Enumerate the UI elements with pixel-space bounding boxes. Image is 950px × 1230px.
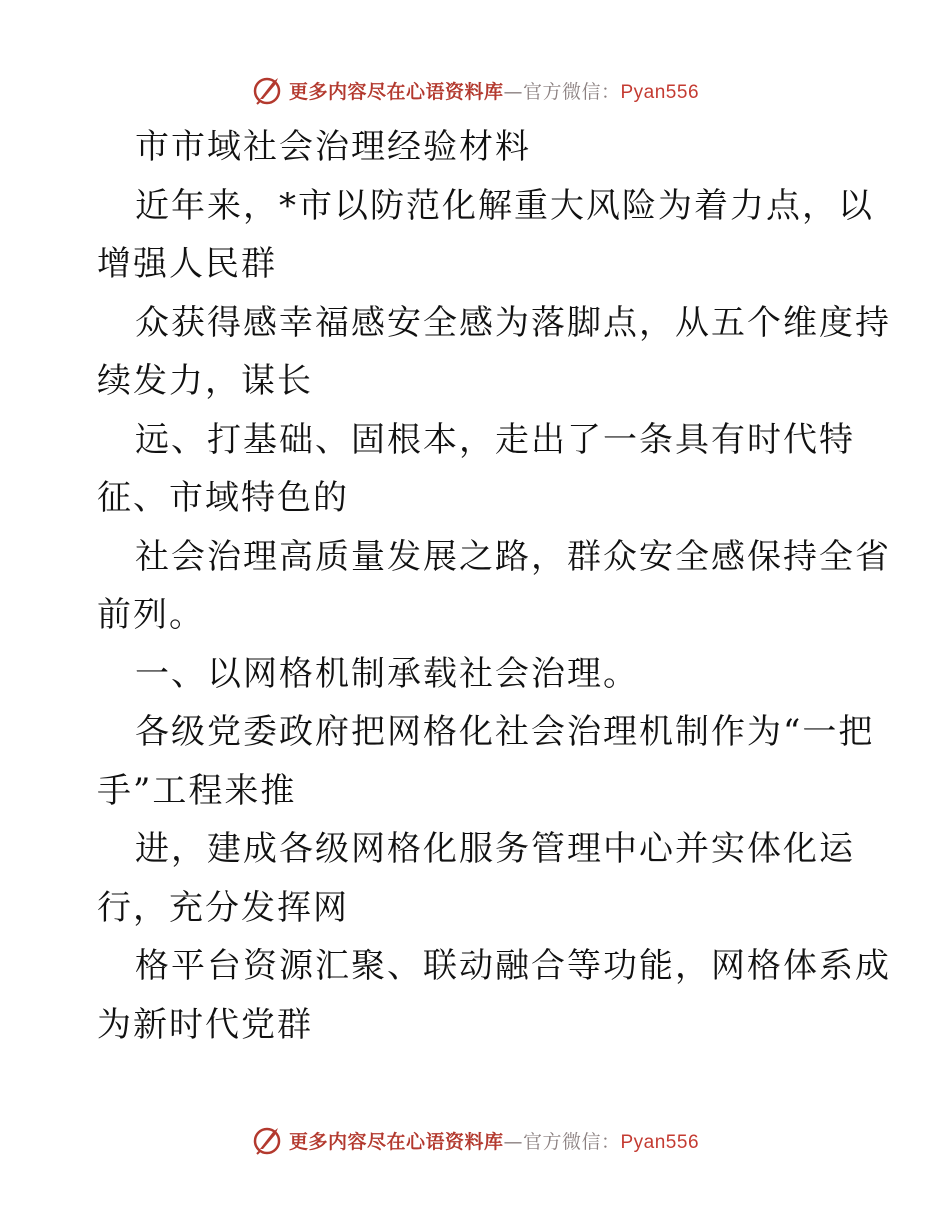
- banner-text: [289, 1127, 699, 1154]
- document-title: 市市域社会治理经验材料: [135, 127, 531, 167]
- banner-wechat-id: Pyan556: [620, 81, 700, 103]
- paragraph-line: 增强人民群: [97, 244, 277, 284]
- paragraph-line: 近年来，*市以防范化解重大风险为着力点，以: [135, 185, 874, 226]
- banner-wechat-label: 官方微信：: [522, 1130, 621, 1153]
- paragraph-line: 各级党委政府把网格化社会治理机制作为“一把: [135, 712, 875, 752]
- paragraph-line: 行，充分发挥网: [97, 887, 349, 928]
- paragraph-line: 远、打基础、固根本，走出了一条具有时代特: [135, 419, 855, 460]
- paragraph-line: 进，建成各级网格化服务管理中心并实体化运: [135, 829, 855, 869]
- paragraph-line: 手”工程来推: [97, 770, 297, 811]
- header-banner: [0, 70, 950, 110]
- banner-dash: —: [503, 1130, 523, 1153]
- banner-main-text: 更多内容尽在心语资料库: [288, 80, 504, 103]
- paragraph-line: 为新时代党群: [97, 1004, 313, 1045]
- document-body: [97, 118, 891, 1054]
- paragraph-line: 众获得感幸福感安全感为落脚点，从五个维度持: [135, 302, 891, 343]
- paragraph-line: 征、市域特色的: [97, 478, 349, 518]
- quill-pen-logo-icon: [251, 73, 285, 107]
- quill-pen-logo-icon: [251, 1123, 285, 1157]
- paragraph-line: 社会治理高质量发展之路，群众安全感保持全省: [135, 536, 891, 577]
- banner-main-text: 更多内容尽在心语资料库: [288, 1130, 504, 1153]
- banner-dash: —: [503, 80, 523, 103]
- paragraph-line: 续发力，谋长: [97, 361, 313, 401]
- paragraph-line: 前列。: [97, 595, 205, 635]
- section-heading: 一、以网格机制承载社会治理。: [135, 653, 639, 694]
- banner-wechat-label: 官方微信：: [522, 80, 621, 103]
- banner-wechat-id: Pyan556: [620, 1131, 700, 1153]
- banner-text: [289, 77, 699, 104]
- paragraph-line: 格平台资源汇聚、联动融合等功能，网格体系成: [135, 946, 891, 986]
- footer-banner: [0, 1120, 950, 1160]
